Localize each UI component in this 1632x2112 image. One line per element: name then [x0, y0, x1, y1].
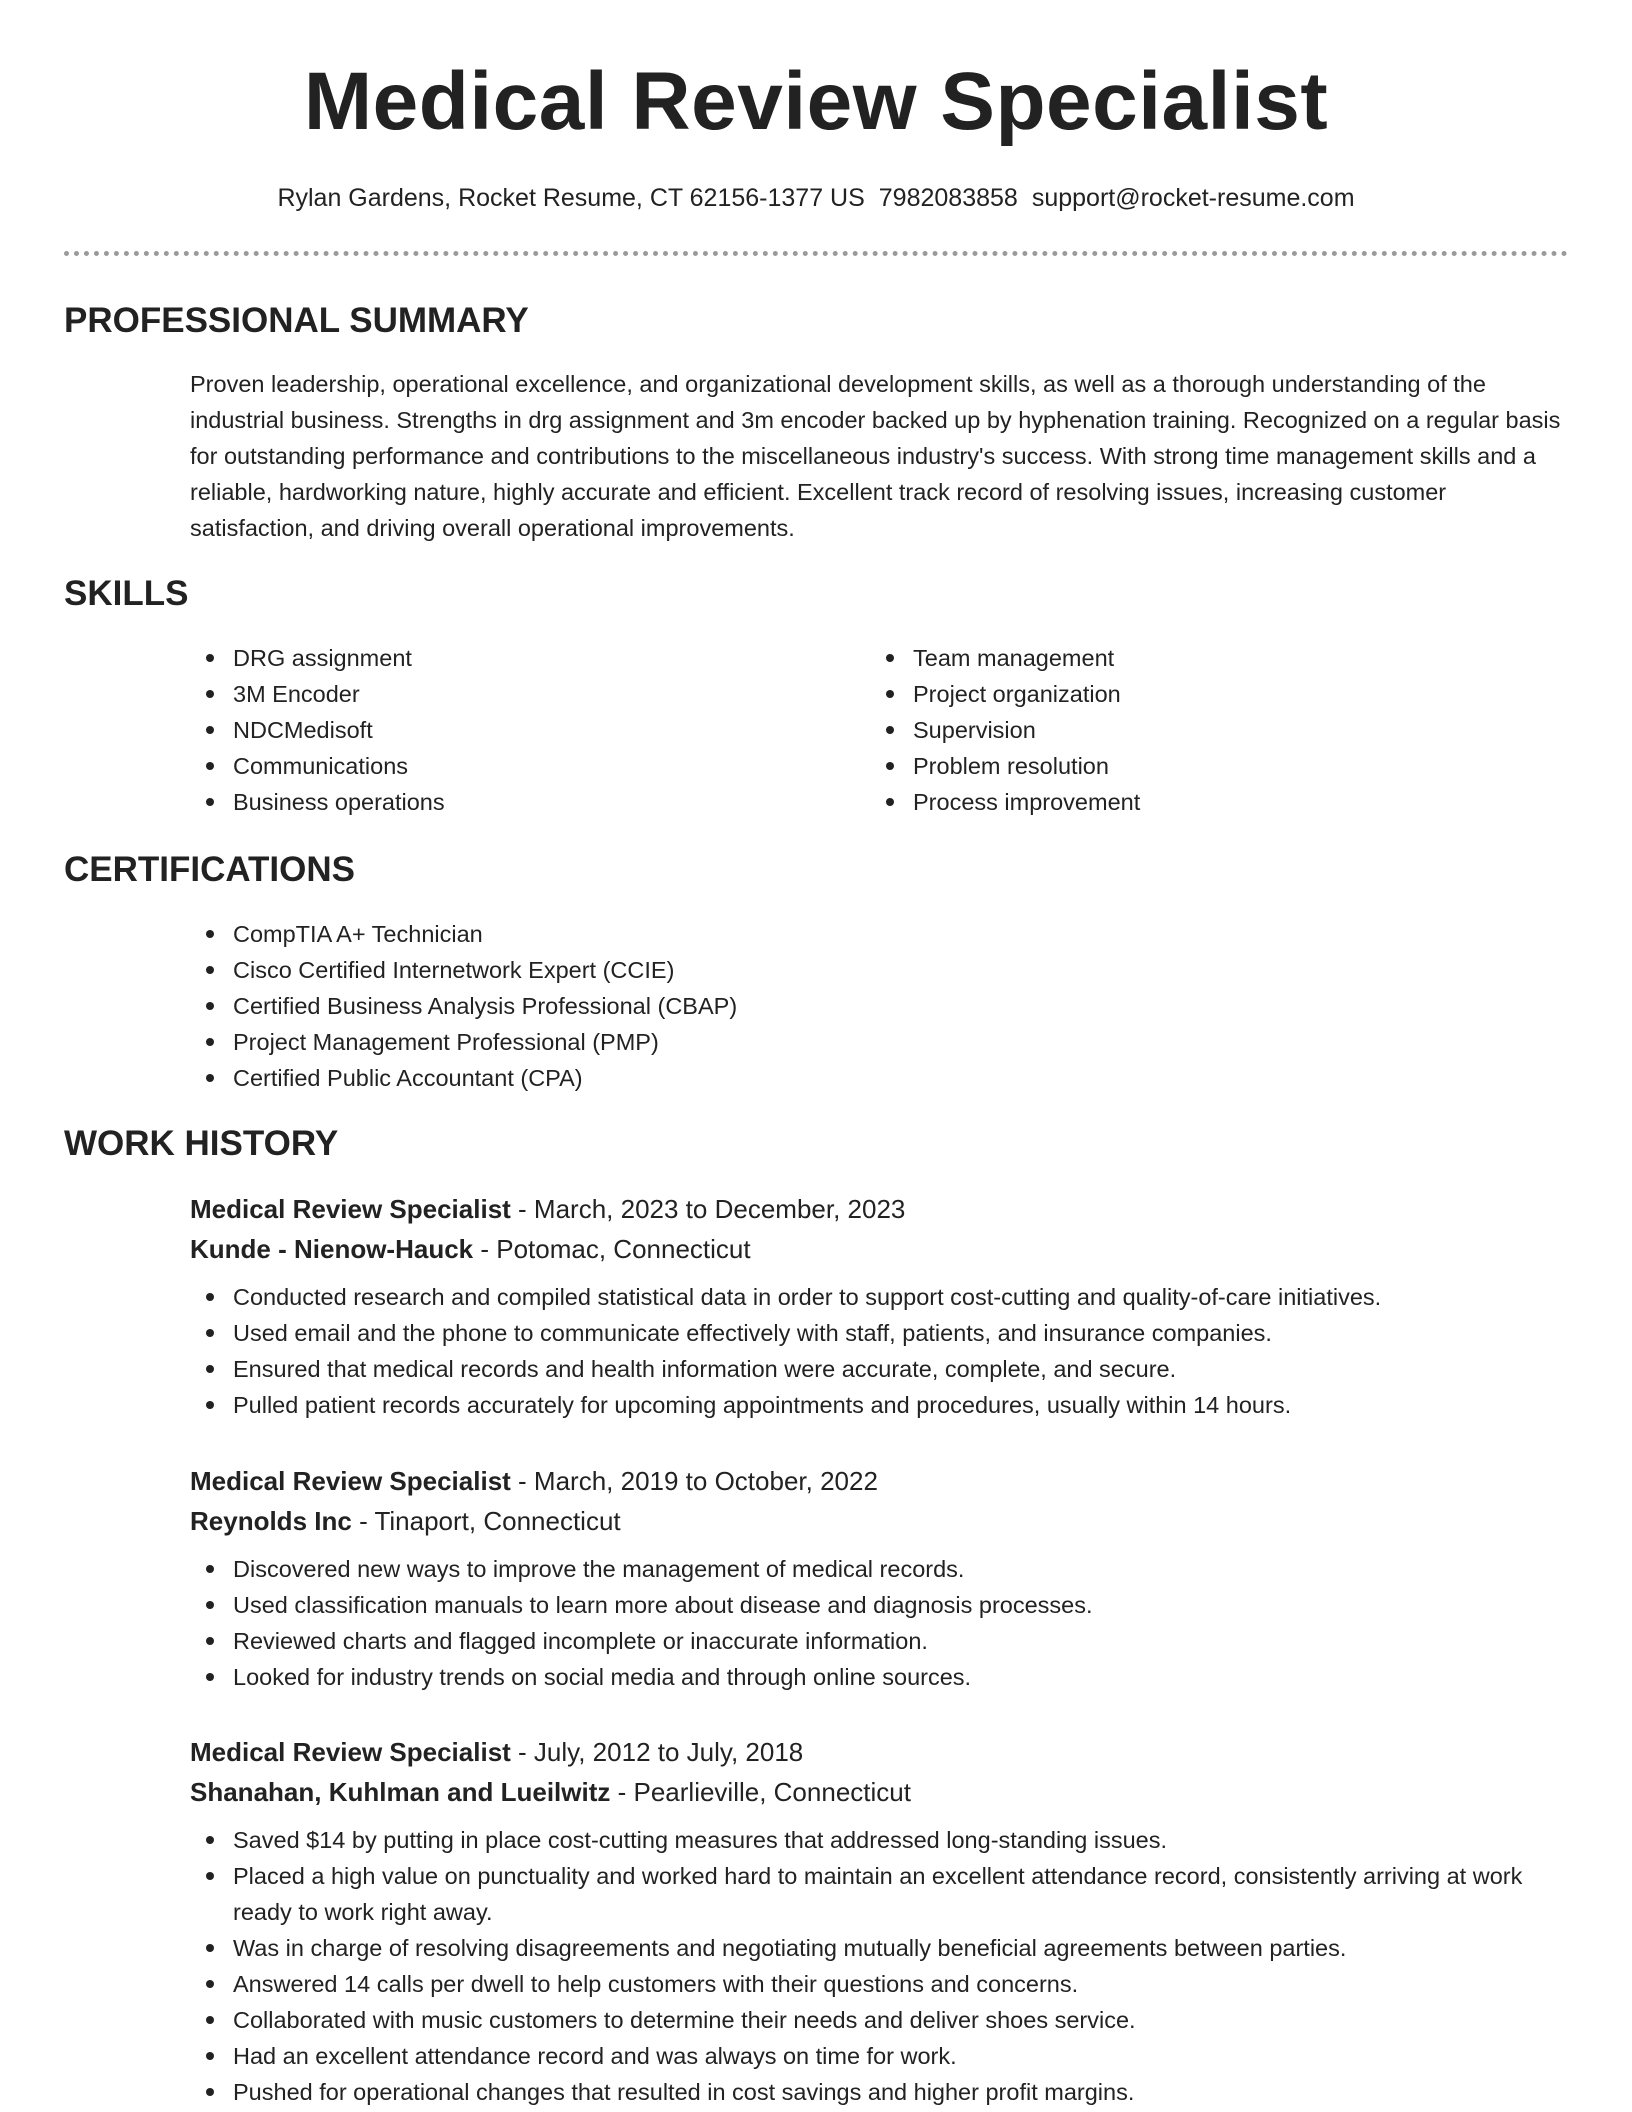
skill-item: Project organization [870, 676, 1140, 712]
skill-item: Process improvement [870, 784, 1140, 820]
job-location: - Potomac, Connecticut [480, 1234, 751, 1264]
resume-name: Medical Review Specialist [303, 56, 1329, 147]
job-title-line [190, 1732, 1570, 1772]
header-divider [64, 251, 1568, 256]
job-bullet: Collaborated with music customers to determine their needs and deliver shoes service. [190, 2002, 1570, 2038]
job-title: Medical Review Specialist [190, 1737, 511, 1767]
job-entry [190, 1732, 1570, 2110]
skill-item: Problem resolution [870, 748, 1140, 784]
certification-item: Cisco Certified Internetwork Expert (CCIE) [190, 952, 737, 988]
job-title-line [190, 1189, 1570, 1229]
job-bullet: Placed a high value on punctuality and worked hard to maintain an excellent attendance record, consistently arriving at work ready to work right away. [190, 1858, 1570, 1930]
certification-item: CompTIA A+ Technician [190, 916, 737, 952]
job-bullet: Pushed for operational changes that resulted in cost savings and higher profit margins. [190, 2074, 1570, 2110]
skill-item: NDCMedisoft [190, 712, 445, 748]
job-company: Shanahan, Kuhlman and Lueilwitz [190, 1777, 611, 1807]
skill-item: Supervision [870, 712, 1140, 748]
job-bullet: Had an excellent attendance record and was always on time for work. [190, 2038, 1570, 2074]
job-bullet: Pulled patient records accurately for upcoming appointments and procedures, usually within 14 hours. [190, 1387, 1570, 1423]
summary-heading: PROFESSIONAL SUMMARY [64, 301, 529, 340]
job-bullet: Conducted research and compiled statistical data in order to support cost-cutting and quality-of-care initiatives. [190, 1279, 1570, 1315]
job-title-line [190, 1461, 1570, 1501]
summary-text: Proven leadership, operational excellence, and organizational development skills, as well as a thorough understanding of the industrial business. Strengths in drg assignment and 3m encoder backed up by hyphenation training. Recognized on a regular basis for outstanding performance and contributions to the miscellaneous industry's success. With strong time management skills and a reliable, hardworking nature, highly accurate and efficient. Excellent track record of resolving issues, increasing customer satisfaction, and driving overall operational improvements. [190, 371, 1561, 541]
job-dates: - July, 2012 to July, 2018 [518, 1737, 804, 1767]
job-bullet: Answered 14 calls per dwell to help customers with their questions and concerns. [190, 1966, 1570, 2002]
job-title: Medical Review Specialist [190, 1466, 511, 1496]
job-bullet: Used classification manuals to learn more about disease and diagnosis processes. [190, 1587, 1570, 1623]
job-bullet: Saved $14 by putting in place cost-cutting measures that addressed long-standing issues. [190, 1822, 1570, 1858]
job-location: - Tinaport, Connecticut [359, 1506, 621, 1536]
certification-item: Project Management Professional (PMP) [190, 1024, 737, 1060]
certification-item: Certified Business Analysis Professional (CBAP) [190, 988, 737, 1024]
skill-item: DRG assignment [190, 640, 445, 676]
job-company: Reynolds Inc [190, 1506, 352, 1536]
job-company-line [190, 1229, 1570, 1269]
job-location: - Pearlieville, Connecticut [617, 1777, 911, 1807]
job-dates: - March, 2023 to December, 2023 [518, 1194, 906, 1224]
job-bullet: Discovered new ways to improve the management of medical records. [190, 1551, 1570, 1587]
certification-item: Certified Public Accountant (CPA) [190, 1060, 737, 1096]
job-bullet: Ensured that medical records and health information were accurate, complete, and secure. [190, 1351, 1570, 1387]
job-bullet: Used email and the phone to communicate effectively with staff, patients, and insurance companies. [190, 1315, 1570, 1351]
skills-left-column [190, 640, 445, 820]
certifications-heading: CERTIFICATIONS [64, 850, 356, 889]
skill-item: Business operations [190, 784, 445, 820]
skill-item: Team management [870, 640, 1140, 676]
job-company-line [190, 1501, 1570, 1541]
contact-address: Rylan Gardens, Rocket Resume, CT 62156-1377 US [277, 184, 865, 212]
skill-item: Communications [190, 748, 445, 784]
job-dates: - March, 2019 to October, 2022 [518, 1466, 878, 1496]
job-company: Kunde - Nienow-Hauck [190, 1234, 474, 1264]
job-company-line [190, 1772, 1570, 1812]
job-entry [190, 1461, 1570, 1695]
contact-email: support@rocket-resume.com [1031, 184, 1355, 212]
contact-line [0, 182, 1632, 214]
skill-item: 3M Encoder [190, 676, 445, 712]
skills-right-column [870, 640, 1140, 820]
contact-phone: 7982083858 [878, 184, 1018, 212]
job-bullet: Was in charge of resolving disagreements and negotiating mutually beneficial agreements between parties. [190, 1930, 1570, 1966]
job-bullet: Reviewed charts and flagged incomplete or inaccurate information. [190, 1623, 1570, 1659]
job-title: Medical Review Specialist [190, 1194, 511, 1224]
job-entry [190, 1189, 1570, 1423]
job-bullet: Looked for industry trends on social media and through online sources. [190, 1659, 1570, 1695]
work-history-heading: WORK HISTORY [64, 1124, 339, 1163]
certifications-list [190, 916, 737, 1096]
skills-heading: SKILLS [64, 574, 189, 613]
